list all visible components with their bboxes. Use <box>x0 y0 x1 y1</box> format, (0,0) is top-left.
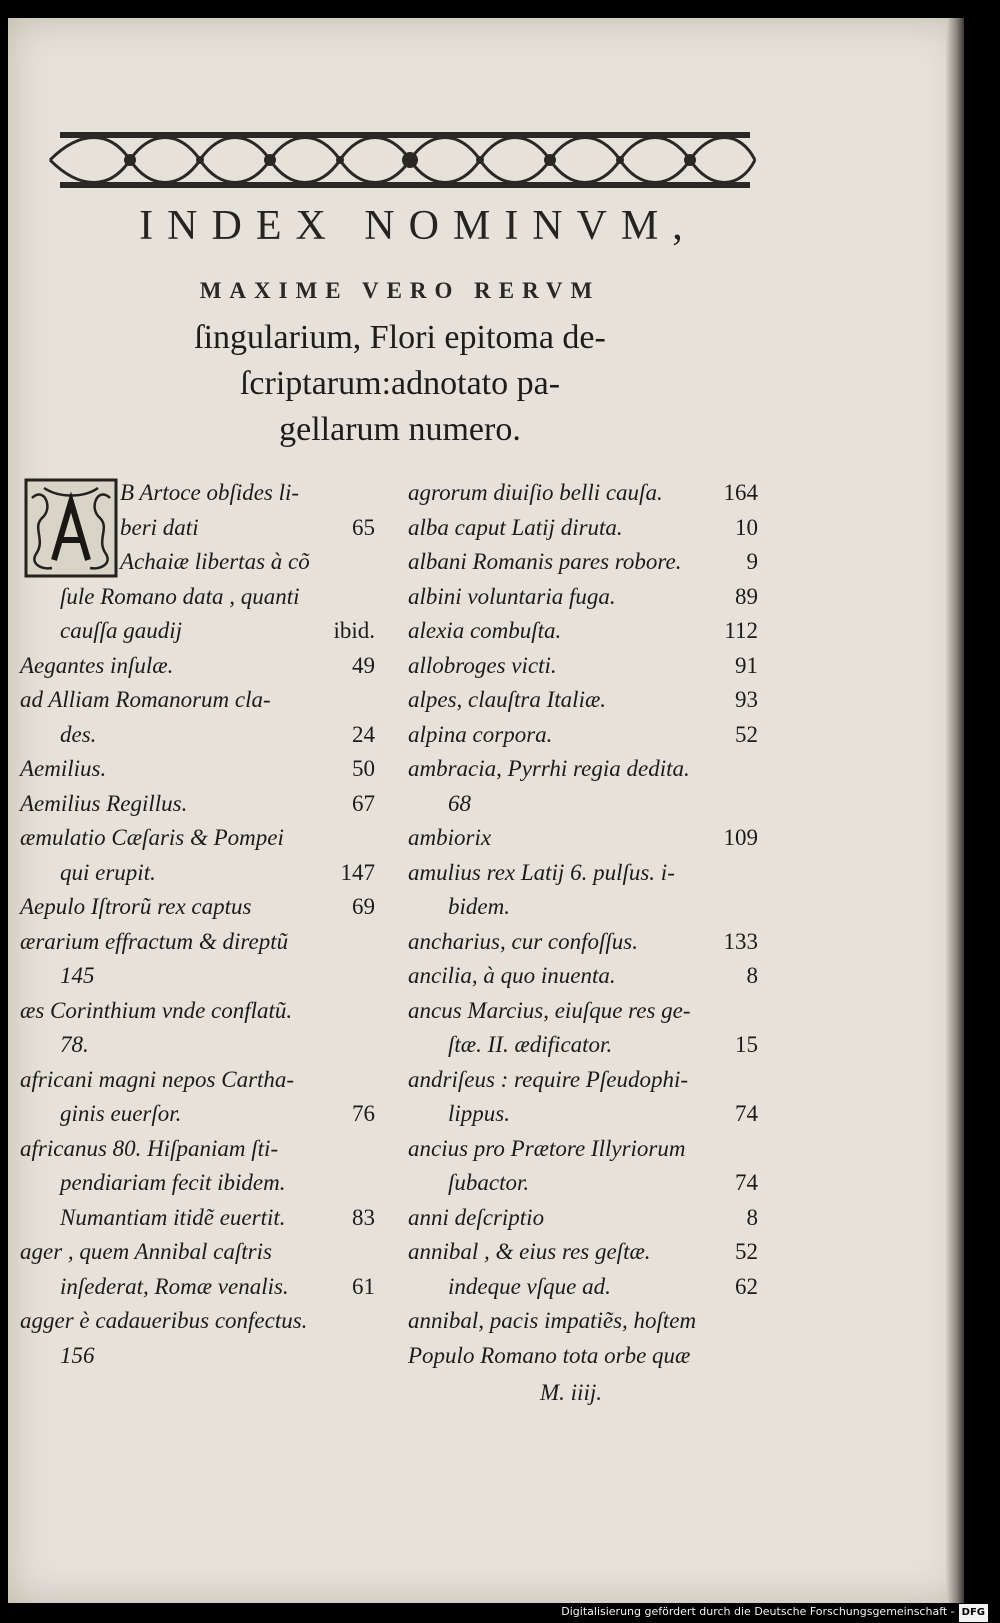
index-entry <box>408 718 758 753</box>
entry-text: ancus Marcius, eiuſque res ge- <box>408 997 691 1023</box>
entry-text: inſederat, Romæ venalis. <box>60 1273 289 1299</box>
entry-text: indeque vſque ad. <box>448 1273 611 1299</box>
signature-mark: M. iiij. <box>540 1380 602 1405</box>
index-entry <box>408 752 758 787</box>
entry-text: pendiariam fecit ibidem. <box>60 1170 286 1195</box>
index-entry <box>20 752 375 787</box>
index-entry <box>408 614 758 649</box>
entry-text: Aegantes inſulæ. <box>20 652 174 678</box>
index-entry <box>20 925 375 960</box>
entry-text: agrorum diuiſio belli cauſa. <box>408 480 663 505</box>
entry-text: annibal, pacis impatiẽs, hoſtem <box>408 1308 697 1333</box>
entry-text: albini voluntaria fuga. <box>408 583 616 609</box>
entry-text: B Artoce obſides li- <box>120 480 300 505</box>
entry-text: cauſſa gaudij <box>60 618 183 643</box>
index-entry <box>408 1304 758 1339</box>
dfg-logo: DFG <box>959 1604 988 1622</box>
entry-text: ambiorix <box>408 825 492 850</box>
index-description-line-3: gellarum numero. <box>279 411 521 448</box>
index-entry <box>20 476 375 511</box>
index-entry <box>408 1097 758 1132</box>
index-entry <box>408 925 758 960</box>
entry-page-number: 9 <box>746 549 758 574</box>
entry-text: Aemilius. <box>20 756 107 781</box>
entry-page-number: 49 <box>352 652 375 678</box>
entry-page-number: 8 <box>746 963 758 988</box>
entry-text: ginis euerſor. <box>60 1101 182 1126</box>
index-entry <box>408 994 758 1029</box>
entry-page-number: 67 <box>352 790 375 816</box>
entry-page-number: 8 <box>746 1204 758 1230</box>
entry-text: æs Corinthium vnde conflatũ. <box>20 997 293 1023</box>
index-entry <box>408 476 758 511</box>
entry-text: ambracia, Pyrrhi regia dedita. <box>408 756 690 781</box>
index-entry <box>20 545 375 580</box>
entry-text: Aepulo Iſtrorũ rex captus <box>20 894 252 919</box>
index-entry <box>20 718 375 753</box>
entry-text: bidem. <box>448 894 510 919</box>
entry-text: æmulatio Cæſaris & Pompei <box>20 825 284 850</box>
entry-text: Aemilius Regillus. <box>20 790 188 816</box>
entry-page-number: 52 <box>735 1239 758 1264</box>
entry-text: andriſeus : require Pſeudophi- <box>408 1066 688 1092</box>
index-entry <box>408 649 758 684</box>
index-entry <box>408 1132 758 1167</box>
entry-text: ſtæ. II. ædificator. <box>448 1032 613 1057</box>
entry-text: africanus 80. Hiſpaniam ſti- <box>20 1135 279 1161</box>
index-entry <box>20 1339 375 1374</box>
index-title: INDEX NOMINVM, <box>139 203 697 249</box>
entry-text: annibal , & eius res geſtæ. <box>408 1239 651 1264</box>
entry-page-number: 91 <box>735 652 758 678</box>
index-entry <box>20 1235 375 1270</box>
entry-text: ancius pro Prætore Illyriorum <box>408 1135 686 1161</box>
entry-text: 68 <box>448 790 471 816</box>
entry-text: lippus. <box>448 1101 510 1126</box>
index-entry <box>408 821 758 856</box>
index-entry <box>20 787 375 822</box>
entry-text: ad Alliam Romanorum cla- <box>20 687 271 712</box>
index-entry <box>20 1270 375 1305</box>
entry-text: ancharius, cur confoſſus. <box>408 928 638 954</box>
entry-page-number: 10 <box>735 514 758 540</box>
entry-page-number: 83 <box>352 1204 375 1230</box>
index-left-column <box>20 476 375 1373</box>
index-description-line-1: ſingularium, Flori epitoma de- <box>194 319 606 356</box>
index-entry <box>20 890 375 925</box>
index-entry <box>408 890 758 925</box>
index-description-line-2: ſcriptarum:adnotato pa- <box>239 365 561 402</box>
index-entry <box>408 1166 758 1201</box>
entry-page-number: 61 <box>352 1273 375 1299</box>
index-entry <box>20 959 375 994</box>
footer-text: Digitalisierung gefördert durch die Deutsche Forschungsgemeinschaft - <box>561 1605 955 1618</box>
index-entry <box>20 683 375 718</box>
digitization-footer <box>561 1603 988 1621</box>
entry-text: africani magni nepos Cartha- <box>20 1066 295 1092</box>
entry-text: alpina corpora. <box>408 721 553 747</box>
entry-text: Numantiam itidẽ euertit. <box>60 1204 286 1230</box>
entry-text: alba caput Latij diruta. <box>408 514 623 540</box>
entry-text: amulius rex Latij 6. pulſus. i- <box>408 859 675 885</box>
index-entry <box>20 994 375 1029</box>
entry-text: Populo Romano tota orbe quæ <box>408 1342 691 1368</box>
entry-text: ager , quem Annibal caſtris <box>20 1239 272 1264</box>
index-entry <box>408 1201 758 1236</box>
index-entry <box>408 787 758 822</box>
index-entry <box>20 1097 375 1132</box>
entry-page-number: ibid. <box>333 618 375 643</box>
entry-text: qui erupit. <box>60 859 156 885</box>
index-entry <box>408 1270 758 1305</box>
entry-page-number: 65 <box>352 514 375 540</box>
entry-page-number: 52 <box>735 721 758 747</box>
index-entry <box>20 614 375 649</box>
index-entry <box>20 1166 375 1201</box>
entry-page-number: 89 <box>735 583 758 609</box>
index-entry <box>408 511 758 546</box>
index-entry <box>408 1063 758 1098</box>
index-right-column <box>408 476 758 1373</box>
decorative-headpiece <box>40 110 760 210</box>
index-subtitle: MAXIME VERO RERVM <box>199 278 601 303</box>
entry-page-number: 74 <box>735 1170 758 1195</box>
book-binding-edge <box>946 18 964 1603</box>
entry-text: ſule Romano data , quanti <box>60 583 300 609</box>
entry-page-number: 109 <box>723 825 758 850</box>
index-entry <box>408 856 758 891</box>
entry-text: ſubactor. <box>448 1170 530 1195</box>
entry-text: Achaiæ libertas à cõ <box>120 549 310 574</box>
entry-page-number: 147 <box>340 859 375 885</box>
index-entry <box>20 856 375 891</box>
entry-text: des. <box>60 721 97 747</box>
entry-text: anni deſcriptio <box>408 1204 545 1230</box>
index-entry <box>20 1201 375 1236</box>
index-entry <box>20 1028 375 1063</box>
index-entry <box>408 1235 758 1270</box>
index-entry <box>20 1304 375 1339</box>
entry-text: beri dati <box>120 514 199 540</box>
entry-page-number: 76 <box>352 1101 375 1126</box>
index-entry <box>20 1132 375 1167</box>
entry-page-number: 69 <box>352 894 375 919</box>
entry-text: albani Romanis pares robore. <box>408 549 682 574</box>
entry-text: 156 <box>60 1342 95 1368</box>
index-entry <box>408 580 758 615</box>
entry-page-number: 93 <box>735 687 758 712</box>
entry-page-number: 50 <box>352 756 375 781</box>
index-entry <box>408 1339 758 1374</box>
index-entry <box>408 959 758 994</box>
entry-text: agger è cadaueribus confectus. <box>20 1308 308 1333</box>
index-entry <box>20 1063 375 1098</box>
entry-text: 145 <box>60 963 95 988</box>
entry-text: ancilia, à quo inuenta. <box>408 963 616 988</box>
index-entry <box>20 511 375 546</box>
entry-page-number: 164 <box>723 480 758 505</box>
index-entry <box>408 545 758 580</box>
entry-text: alexia combuſta. <box>408 618 562 643</box>
entry-page-number: 15 <box>735 1032 758 1057</box>
entry-text: 78. <box>60 1032 89 1057</box>
entry-text: alpes, clauſtra Italiæ. <box>408 687 607 712</box>
entry-page-number: 74 <box>735 1101 758 1126</box>
index-entry <box>20 821 375 856</box>
index-entry <box>408 683 758 718</box>
entry-text: ærarium effractum & direptũ <box>20 928 289 954</box>
entry-page-number: 24 <box>352 721 375 747</box>
index-entry <box>20 580 375 615</box>
index-entry <box>20 649 375 684</box>
entry-page-number: 133 <box>723 928 758 954</box>
entry-page-number: 112 <box>724 618 758 643</box>
entry-text: allobroges victi. <box>408 652 557 678</box>
index-entry <box>408 1028 758 1063</box>
entry-page-number: 62 <box>735 1273 758 1299</box>
